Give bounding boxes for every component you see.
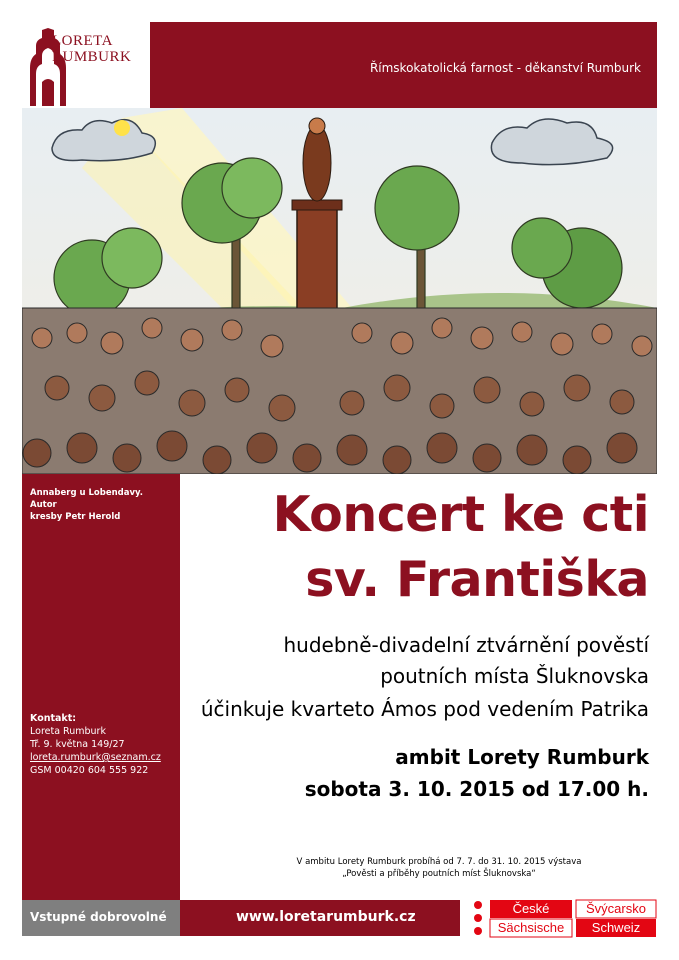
contact-address: Tř. 9. května 149/27 xyxy=(30,739,125,750)
caption-line1: Annaberg u Lobendavy. Autor xyxy=(30,488,144,510)
pilgrimage-illustration xyxy=(22,108,657,474)
partner-cz1: České xyxy=(512,901,550,916)
illustration-caption xyxy=(30,487,170,523)
partner-cz2: Švýcarsko xyxy=(586,901,646,916)
logo-text xyxy=(52,33,131,65)
contact-email-link[interactable]: loreta.rumburk@seznam.cz xyxy=(30,752,161,763)
logo-line2: RUMBURK xyxy=(52,49,132,65)
concert-title-line2: sv. Františka xyxy=(305,551,649,608)
exhibition-note xyxy=(229,856,649,880)
website-link[interactable]: www.loretarumburk.cz xyxy=(236,909,416,925)
logo-line1: LORETA xyxy=(52,33,113,49)
ceske-svycarsko-logo xyxy=(468,898,658,938)
partner-de2: Schweiz xyxy=(591,920,641,935)
concert-title-line1: Koncert ke cti xyxy=(272,486,649,543)
caption-line2: kresby Petr Herold xyxy=(30,512,121,522)
event-venue: ambit Lorety Rumburk xyxy=(395,745,649,769)
contact-name: Loreta Rumburk xyxy=(30,726,106,737)
contact-phone: GSM 00420 604 555 922 xyxy=(30,765,149,776)
partner-de1: Sächsische xyxy=(497,920,565,935)
contact-block xyxy=(30,712,175,777)
subtitle-line1: hudebně-divadelní ztvárnění pověstí xyxy=(283,633,649,657)
entry-fee-label: Vstupné dobrovolné xyxy=(30,910,167,924)
parish-name: Římskokatolická farnost - děkanství Rumburk xyxy=(369,61,641,75)
event-date: sobota 3. 10. 2015 od 17.00 h. xyxy=(304,777,649,801)
note-line2: „Pověsti a příběhy poutních míst Šluknovska“ xyxy=(342,869,536,879)
left-column xyxy=(22,474,180,900)
partner-dots-icon xyxy=(468,898,658,938)
note-line1: V ambitu Lorety Rumburk probíhá od 7. 7. do 31. 10. 2015 výstava xyxy=(296,857,582,867)
subtitle-line3: účinkuje kvarteto Ámos pod vedením Patrika xyxy=(200,697,649,721)
contact-heading: Kontakt: xyxy=(30,713,77,724)
subtitle-line2: poutních místa Šluknovska xyxy=(380,664,649,688)
